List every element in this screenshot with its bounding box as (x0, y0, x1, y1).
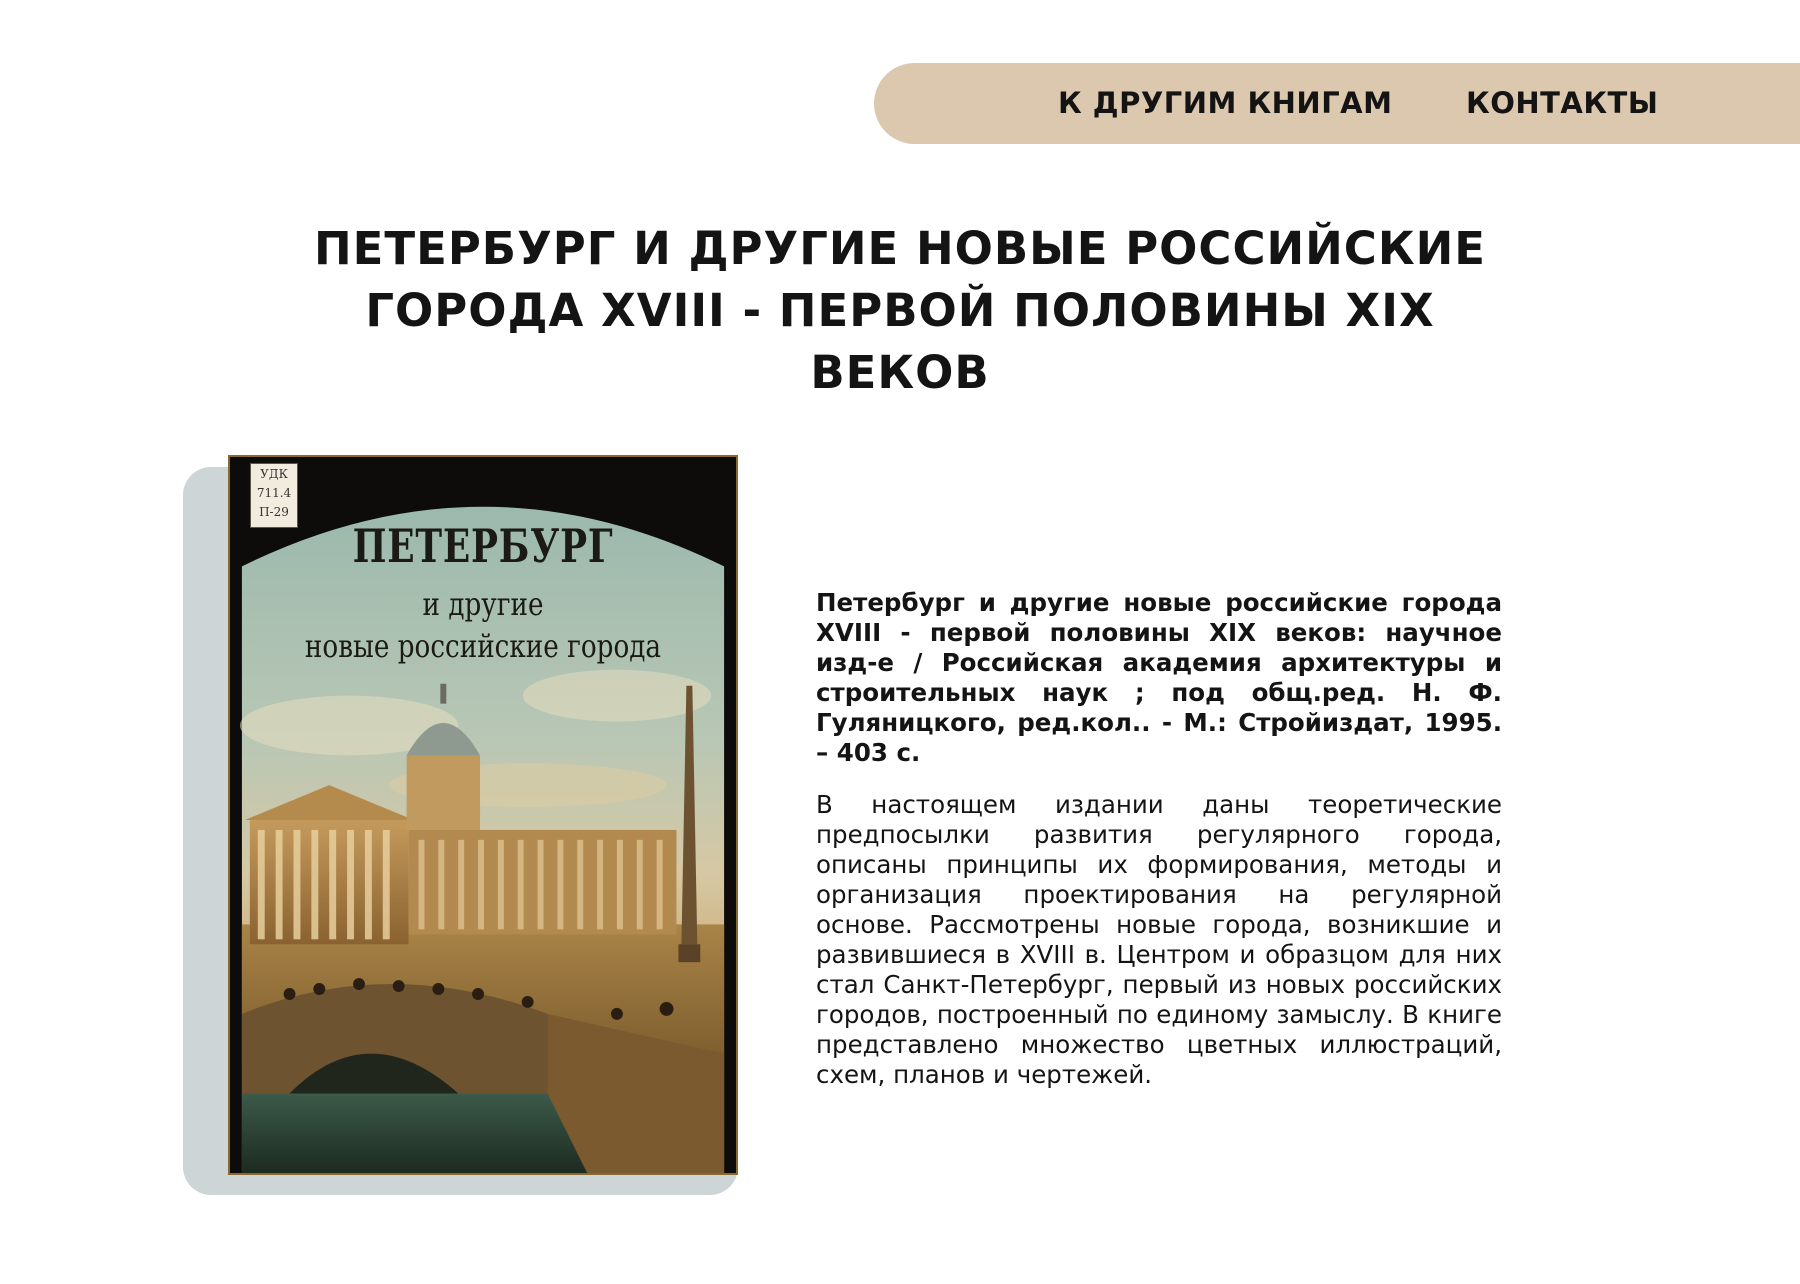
book-description (816, 588, 1502, 1090)
cover-subtitle-line2: новые российские города (304, 627, 662, 665)
cover-title: ПЕТЕРБУРГ (352, 519, 614, 573)
nav-link-contacts[interactable]: КОНТАКТЫ (1466, 86, 1659, 120)
udk-stamp: УДК 711.4 П-29 (250, 463, 298, 528)
cover-subtitle-line1: и другие (422, 585, 544, 623)
book-annotation: В настоящем издании даны теоретические предпосылки развития регулярного города, описаны принципы их формирования, методы и организация проектирования на регулярной основе. Рассмотрены новые города, возникшие и развившиеся в XVIII в. Центром и образцом для них стал Санкт-Петербург, первый из новых российских городов, построенный по единому замыслу. В книге представлено множество цветных иллюстраций, схем, планов и чертежей. (816, 790, 1502, 1089)
page-title: ПЕТЕРБУРГ И ДРУГИЕ НОВЫЕ РОССИЙСКИЕ ГОРОДА XVIII - ПЕРВОЙ ПОЛОВИНЫ XIX ВЕКОВ (313, 222, 1487, 399)
bibliographic-record: Петербург и другие новые российские города XVIII - первой половины XIX веков: научное изд-е / Российская академия архитектуры и строительных наук ; под общ.ред. Н. Ф. Гуляницкого, ред.кол.. - М.: Стройиздат, 1995. – 403 с. (816, 588, 1502, 767)
nav-link-other-books[interactable]: К ДРУГИМ КНИГАМ (1058, 86, 1393, 120)
book-cover-image (228, 455, 738, 1175)
top-nav (874, 63, 1800, 144)
